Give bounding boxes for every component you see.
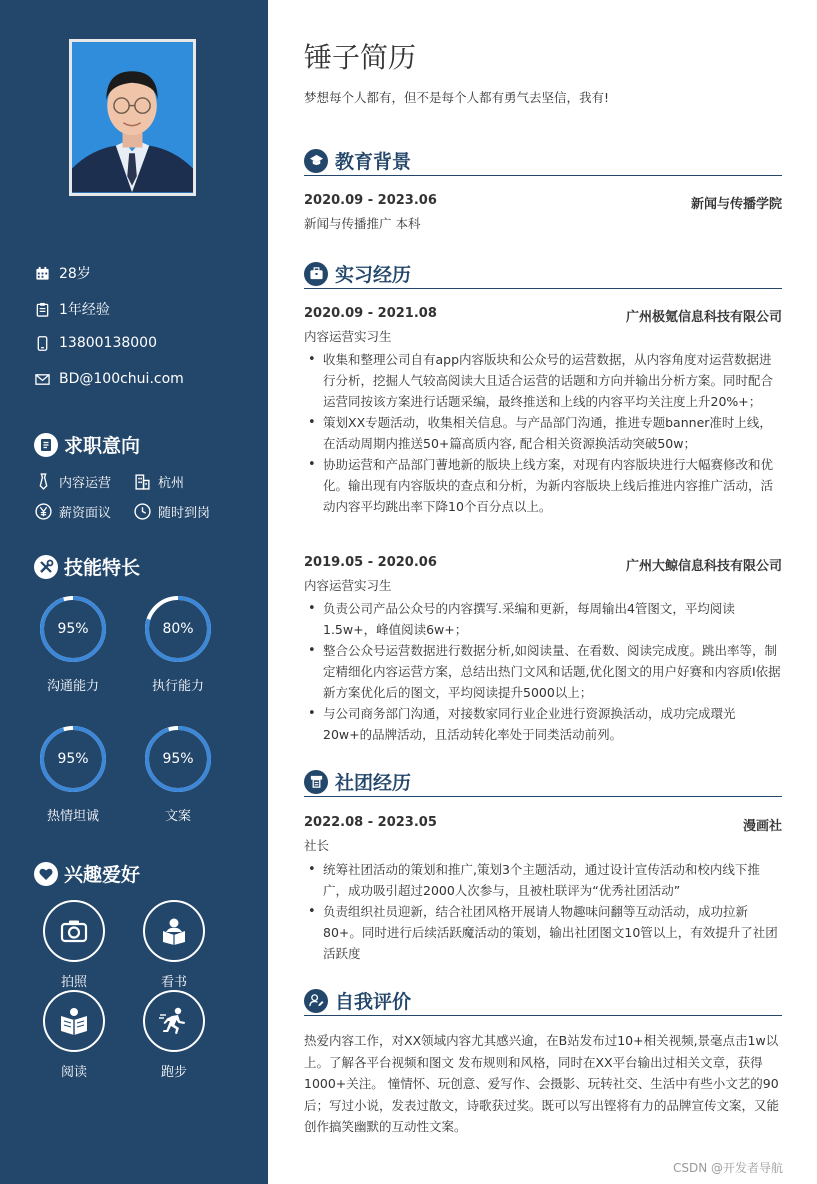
age-text: 28岁 — [59, 266, 91, 282]
skill-ring — [38, 594, 108, 664]
skill-percent: 80% — [162, 621, 194, 637]
bullet-item: • 负责公司产品公众号的内容撰写.采编和更新，每周输出4管图文，平均阅读1.5w+，峰值阅读6w+； — [304, 598, 782, 640]
portrait-image — [72, 42, 193, 193]
camera-icon — [59, 916, 89, 946]
skill-name: 执行能力 — [151, 679, 204, 694]
education-major: 新闻与传播推广 本科 — [304, 216, 421, 231]
bullet-item: • 协助运营和产品部门蓸地新的版块上线方案，对现有内容版块进行大幅赛修改和优化。输出现有内容版块的查点和分析，为新内容版块上线后推进内容推广活动，活动内容平均跳出率下降10个百分点以上。 — [304, 454, 782, 517]
building-icon — [133, 473, 151, 491]
hobby-label: 阅读 — [60, 1065, 87, 1080]
info-phone — [34, 335, 157, 351]
internship-title: 实习经历 — [335, 264, 412, 286]
skill-ring — [143, 724, 213, 794]
hobbies-heading — [34, 860, 140, 887]
email-icon — [34, 371, 50, 387]
club-org: 漫画社 — [742, 819, 782, 834]
self-eval-text: 热爱内容工作，对XX领域内容尤其感兴逾，在B站发布过10+相关视频,景毫点击1w以上。了解各平台视频和图文 发布规则和风格，同时在XX平台输出过相关文章，获得1000+关注。 憧情怀、玩创意、爱写作、会摄影、玩转社交、生活中有些小文艺的90后；写过小说，发表过散文，诗歌获过奖。既可以写出铿将有力的品牌宣传文案，又能创作搞笑幽默的互动性文案。 — [304, 1033, 780, 1134]
hobbies-title: 兴趣爱好 — [64, 864, 141, 886]
club-heading — [304, 767, 782, 797]
hobby-photography — [43, 900, 105, 990]
hobby-books — [143, 900, 205, 990]
skill-ring — [143, 594, 213, 664]
id-card-icon — [34, 433, 58, 457]
heart-icon — [34, 862, 58, 886]
intent-position — [34, 472, 111, 491]
running-icon — [159, 1006, 189, 1036]
info-email — [34, 371, 184, 387]
hobby-reading — [43, 990, 105, 1080]
job-company: 广州极氪信息科技有限公司 — [625, 310, 782, 325]
tools-icon — [34, 555, 58, 579]
graduation-cap-icon — [304, 149, 328, 173]
profile-photo — [69, 39, 196, 196]
job-bullets — [304, 349, 782, 517]
internship-heading — [304, 259, 782, 289]
intent-availability — [133, 502, 210, 521]
skill-item — [143, 724, 213, 824]
intent-heading — [34, 431, 140, 458]
podium-icon — [304, 770, 328, 794]
job-role: 内容运营实习生 — [304, 578, 392, 593]
motto: 梦想每个人都有，但不是每个人都有勇气去坚信，我有! — [304, 90, 610, 105]
skill-percent: 95% — [57, 751, 89, 767]
education-heading — [304, 146, 782, 176]
skill-name: 热情坦诚 — [46, 809, 99, 824]
skills-title: 技能特长 — [64, 557, 141, 579]
intent-salary-text: 薪资面议 — [59, 506, 112, 521]
hobby-running — [143, 990, 205, 1080]
hobby-label: 跑步 — [160, 1065, 187, 1080]
bullet-item: • 统筹社团活动的策划和推广,策划3个主题活动，通过设计宣传活动和校内线下推广，成功吸引超过2000人次参与，且被杜联评为“优秀社团活动” — [304, 859, 782, 901]
skill-name: 沟通能力 — [46, 679, 99, 694]
skill-item — [38, 724, 108, 824]
intent-title: 求职意向 — [64, 435, 141, 457]
skill-percent: 95% — [162, 751, 194, 767]
info-age — [34, 263, 91, 283]
email-text[interactable]: BD@100chui.com — [59, 371, 184, 387]
job-bullets — [304, 598, 782, 745]
hobby-label: 看书 — [160, 975, 187, 990]
intent-position-text: 内容运营 — [59, 476, 112, 491]
job-row — [304, 555, 782, 574]
info-experience — [34, 299, 110, 319]
job-company: 广州大鲸信息科技有限公司 — [625, 559, 782, 574]
intent-salary — [34, 502, 111, 521]
book-reader-icon — [159, 916, 189, 946]
experience-text: 1年经验 — [59, 302, 110, 318]
education-school: 新闻与传播学院 — [690, 197, 782, 212]
phone-icon — [34, 335, 50, 351]
education-title: 教育背景 — [335, 151, 412, 173]
calendar-icon — [34, 265, 50, 281]
intent-city — [133, 472, 184, 491]
user-edit-icon — [304, 989, 328, 1013]
resume-title: 锤子简历 — [304, 41, 417, 74]
bullet-item: • 收集和整理公司自有app内容版块和公众号的运营数据，从内容角度对运营数据进行分析，挖掘人气较高阅读大且适合运营的话题和方向并输出分析方案。同时配合运营同按该方案进行话题采编，最终推送和上线的内容平均关注度上升20%+； — [304, 349, 782, 412]
self-eval-heading — [304, 986, 782, 1016]
briefcase-icon — [304, 262, 328, 286]
education-date: 2020.09 - 2023.06 — [304, 193, 437, 208]
job-row — [304, 306, 782, 325]
tie-icon — [34, 473, 52, 491]
job-date: 2020.09 - 2021.08 — [304, 306, 437, 321]
clock-icon — [133, 503, 151, 521]
watermark: CSDN @开发者导航 — [673, 1161, 784, 1175]
hobby-label: 拍照 — [60, 975, 87, 990]
self-eval-title: 自我评价 — [335, 991, 412, 1013]
club-title: 社团经历 — [335, 772, 412, 794]
reading-icon — [59, 1006, 89, 1036]
skill-name: 文案 — [164, 809, 191, 824]
bullet-item: • 策划XX专题活动，收集相关信息。与产品部门沟通，推进专题banner准时上线，在活动周期内推送50+篇高质内容, 配合相关资源换活动突破50w； — [304, 412, 782, 454]
bullet-item: • 负责组织社员迎新，结合社团风格开展请人物趣味问翻等互动活动，成功拉新80+。同时进行后续活跃魔活动的策划，输出社团图文10管以上，有效提升了社团活跃度 — [304, 901, 782, 964]
job-date: 2019.05 - 2020.06 — [304, 555, 437, 570]
clipboard-icon — [34, 301, 50, 317]
skill-ring — [38, 724, 108, 794]
club-row — [304, 815, 782, 834]
skill-percent: 95% — [57, 621, 89, 637]
club-bullets — [304, 859, 782, 964]
yen-icon — [34, 503, 52, 521]
phone-text[interactable]: 13800138000 — [59, 335, 157, 351]
club-role: 社长 — [304, 838, 330, 853]
club-date: 2022.08 - 2023.05 — [304, 815, 437, 830]
skill-item — [38, 594, 108, 694]
intent-availability-text: 随时到岗 — [158, 506, 211, 521]
sidebar — [0, 0, 268, 1184]
bullet-item: • 与公司商务部门沟通，对接数家同行业企业进行资源换活动，成功完成環光20w+的品牌活动，且活动转化率处于同类活动前列。 — [304, 703, 782, 745]
bullet-item: • 整合公众号运营数据进行数据分析,如阅读量、在看数、阅读完成度。跳出率等，制定精细化内容运营方案，总结出热门文风和话题,优化图文的用户好赛和内容质I依据新方案优化后的图文，平均阅读提升5000以上； — [304, 640, 782, 703]
education-row — [304, 193, 782, 212]
skills-heading — [34, 553, 140, 580]
job-role: 内容运营实习生 — [304, 329, 392, 344]
skill-item — [143, 594, 213, 694]
intent-city-text: 杭州 — [158, 476, 185, 491]
